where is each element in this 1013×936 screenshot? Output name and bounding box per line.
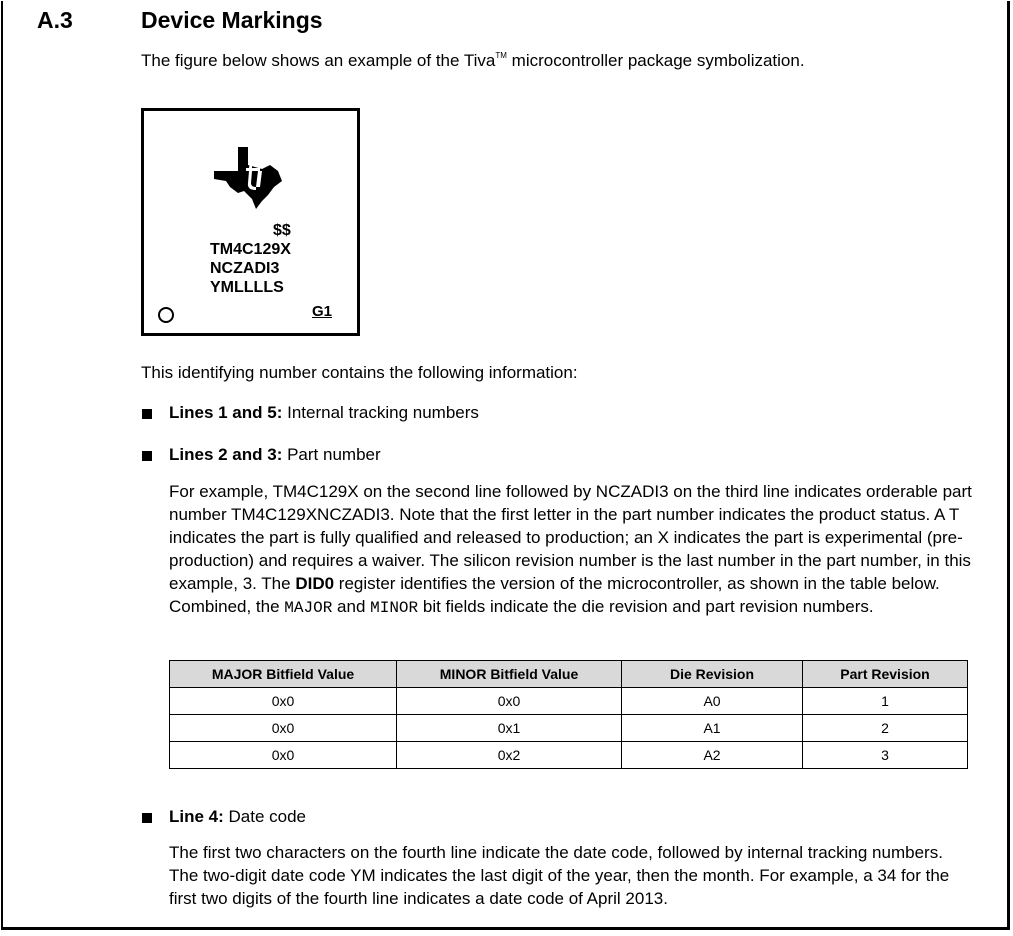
intro-text: The figure below shows an example of the Tiva™ microcontroller package symbolization.: [141, 51, 805, 70]
section-title: Device Markings: [141, 7, 323, 33]
table-header-cell: Die Revision: [622, 661, 803, 688]
document-page: [1, 1, 1010, 930]
date-code-paragraph: The first two characters on the fourth line indicate the date code, followed by internal tracking numbers. The two-digit date code YM indicates the last digit of the year, then the month. For example, a 34 for the first two digits of the fourth line indicates a date code of April 2013.: [169, 843, 950, 908]
table-row: [170, 715, 968, 742]
table-cell: 2: [803, 715, 968, 742]
minor-field: MINOR: [370, 599, 419, 617]
table-cell: A2: [622, 742, 803, 769]
bullet-lines-1-5: Lines 1 and 5: Internal tracking numbers: [169, 403, 479, 422]
did0-register: DID0: [295, 574, 335, 593]
table-cell: 0x1: [397, 715, 622, 742]
table-cell: A0: [622, 688, 803, 715]
bullet-marker: [142, 813, 152, 823]
package-marking-figure: [141, 108, 360, 336]
table-header-cell: MINOR Bitfield Value: [397, 661, 622, 688]
marking-line-4: YMLLLLS: [210, 279, 284, 296]
table-row: [170, 688, 968, 715]
table-row: [170, 742, 968, 769]
bullet-marker: [142, 451, 152, 461]
table-cell: 0x0: [397, 688, 622, 715]
trademark-symbol: TM: [495, 51, 507, 60]
ti-logo-icon: [212, 141, 284, 213]
identifying-intro: This identifying number contains the following information:: [141, 363, 578, 382]
table-cell: 0x2: [397, 742, 622, 769]
part-number-paragraph: For example, TM4C129X on the second line followed by NCZADI3 on the third line indicates orderable part number TM4C129XNCZADI3. Note that the first letter in the part number indicates the product status. A T indicates the part is fully qualified and released to production; an X indicates the part is experimental (pre-production) and requires a waiver. The silicon revision number is the last number in the part number, in this example, 3. The DID0 register identifies the version of the microcontroller, as shown in the table below. Combined, the MAJOR and MINOR bit fields indicate the die revision and part revision numbers.: [169, 482, 972, 617]
table-header-row: [170, 661, 968, 688]
table-header-cell: MAJOR Bitfield Value: [170, 661, 397, 688]
bullet-marker: [142, 409, 152, 419]
bullet-line-4: Line 4: Date code: [169, 807, 307, 826]
table-cell: 0x0: [170, 742, 397, 769]
table-cell: 3: [803, 742, 968, 769]
marking-line-5: G1: [312, 303, 333, 320]
table-header-cell: Part Revision: [803, 661, 968, 688]
table-cell: 1: [803, 688, 968, 715]
table-cell: A1: [622, 715, 803, 742]
pin1-indicator: [158, 307, 174, 323]
section-number: A.3: [37, 7, 73, 33]
marking-line-3: NCZADI3: [210, 260, 280, 277]
bullet-lines-2-3: Lines 2 and 3: Part number: [169, 445, 381, 464]
revision-table: [169, 660, 968, 769]
table-cell: 0x0: [170, 715, 397, 742]
major-field: MAJOR: [284, 599, 333, 617]
marking-line-2: TM4C129X: [210, 241, 291, 258]
table-cell: 0x0: [170, 688, 397, 715]
marking-line-1: $$: [273, 222, 291, 239]
